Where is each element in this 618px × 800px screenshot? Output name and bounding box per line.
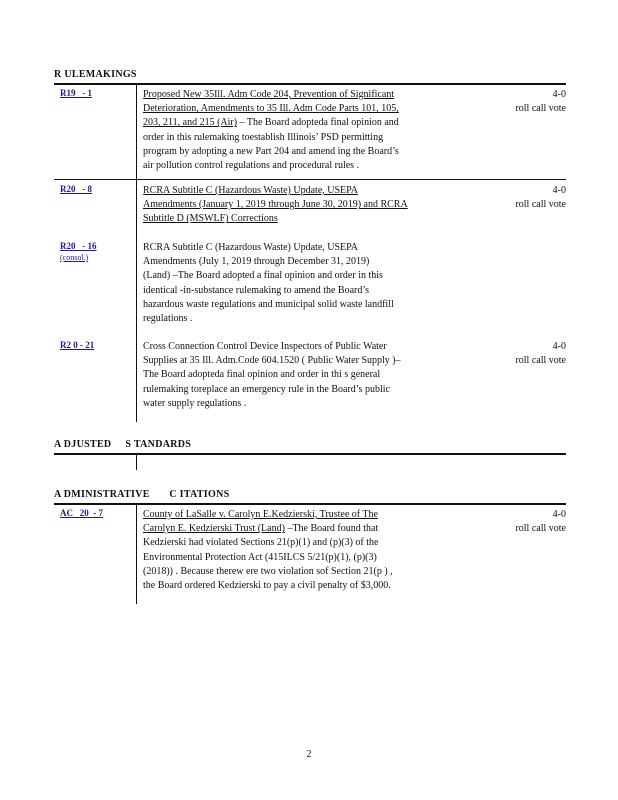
desc-line: Carolyn E. Kedzierski Trust (Land) <box>143 523 285 535</box>
section-title-adjusted-standards: A DJUSTED S TANDARDS <box>54 439 192 450</box>
docket-link[interactable]: AC 20 - 7 <box>60 508 103 518</box>
section-title-rulemakings: R ULEMAKINGS <box>54 69 137 80</box>
docket-note[interactable]: (consol.) <box>60 253 89 262</box>
desc-line: (Land) –The Board adopted a final opinion and order in this <box>143 270 383 282</box>
desc-line: Amendments (July 1, 2019 through December 31, 2019) <box>143 256 370 268</box>
column-divider <box>136 455 137 470</box>
vote-count: 4-0 <box>552 509 566 520</box>
vote-count: 4-0 <box>552 185 566 196</box>
citation-entry <box>54 508 566 594</box>
docket-link[interactable]: R20 - 16 <box>60 241 97 251</box>
desc-line: – The Board adopteda final opinion and <box>237 117 399 129</box>
desc-line: rulemaking toreplace an emergency rule in the Board’s public <box>143 383 390 395</box>
rulemaking-entry <box>54 340 566 412</box>
entry-description <box>143 241 465 326</box>
vote-type: roll call vote <box>515 199 566 211</box>
entry-description <box>143 184 465 227</box>
docket-link[interactable]: R2 0 - 21 <box>60 340 95 350</box>
desc-line: identical -in-substance rulemaking to amend the Board’s <box>143 284 370 296</box>
rulemaking-entry <box>54 184 566 228</box>
desc-line: air pollution control regulations and procedural rules . <box>143 160 360 172</box>
desc-line: Environmental Protection Act (415ILCS 5/21(p)(1), (p)(3) <box>143 551 377 563</box>
desc-line: Proposed New 35Ill. Adm Code 204, Prevention of Significant <box>143 89 395 100</box>
desc-line: Amendments (January 1, 2019 through June 30, 2019) and RCRA <box>143 199 408 211</box>
desc-line: hazardous waste regulations and municipal solid waste landfill <box>143 298 394 310</box>
section-rule <box>54 503 566 505</box>
desc-line: Kedzierski had violated Sections 21(p)(1) and (p)(3) of the <box>143 537 379 549</box>
vote-result <box>466 340 566 368</box>
desc-line: order in this rulemaking toestablish Illinois’ PSD permitting <box>143 131 384 143</box>
entry-description <box>143 88 465 173</box>
section-title-administrative-citations: A DMINISTRATIVE C ITATIONS <box>54 489 230 500</box>
desc-line: County of LaSalle v. Carolyn E.Kedzierski, Trustee of The <box>143 509 378 520</box>
desc-line: 203, 211, and 215 (Air) <box>143 117 238 129</box>
rulemaking-entry <box>54 88 566 174</box>
entry-separator <box>54 179 566 180</box>
desc-line: water supply regulations . <box>143 397 247 409</box>
vote-type: roll call vote <box>515 103 566 115</box>
desc-line: Deterioration, Amendments to 35 Ill. Adm Code Parts 101, 105, <box>143 103 399 115</box>
desc-line: (2018)) . Because therew ere two violation sof Section 21(p ) , <box>143 565 393 577</box>
entry-description <box>143 508 465 593</box>
vote-result <box>466 184 566 212</box>
vote-type: roll call vote <box>515 523 566 535</box>
desc-line: RCRA Subtitle C (Hazardous Waste) Update, USEPA <box>143 242 359 253</box>
rulemaking-entry <box>54 241 566 327</box>
desc-line: program by adopting a new Part 204 and amend ing the Board’s <box>143 145 399 157</box>
vote-result <box>466 88 566 116</box>
desc-line: –The Board found that <box>284 523 379 535</box>
desc-line: Supplies at 35 Ill. Adm.Code 604.1520 ( Public Water Supply )– <box>143 355 401 367</box>
docket-link[interactable]: R19 - 1 <box>60 88 92 98</box>
section-rule <box>54 83 566 85</box>
desc-line: RCRA Subtitle C (Hazardous Waste) Update, USEPA <box>143 185 359 196</box>
entry-description <box>143 340 465 411</box>
desc-line: the Board ordered Kedzierski to pay a civil penalty of $3,000. <box>143 580 391 592</box>
section-rule <box>54 453 566 455</box>
desc-line: The Board adopteda final opinion and order in thi s general <box>143 369 381 381</box>
desc-line: Cross Connection Control Device Inspectors of Public Water <box>143 341 387 352</box>
vote-type: roll call vote <box>515 355 566 367</box>
vote-result <box>466 508 566 536</box>
vote-count: 4-0 <box>552 89 566 100</box>
vote-count: 4-0 <box>552 341 566 352</box>
desc-line: regulations . <box>143 313 193 325</box>
page-number: 2 <box>306 749 312 760</box>
docket-link[interactable]: R20 - 8 <box>60 184 92 194</box>
desc-line: Subtitle D (MSWLF) Corrections <box>143 213 278 225</box>
